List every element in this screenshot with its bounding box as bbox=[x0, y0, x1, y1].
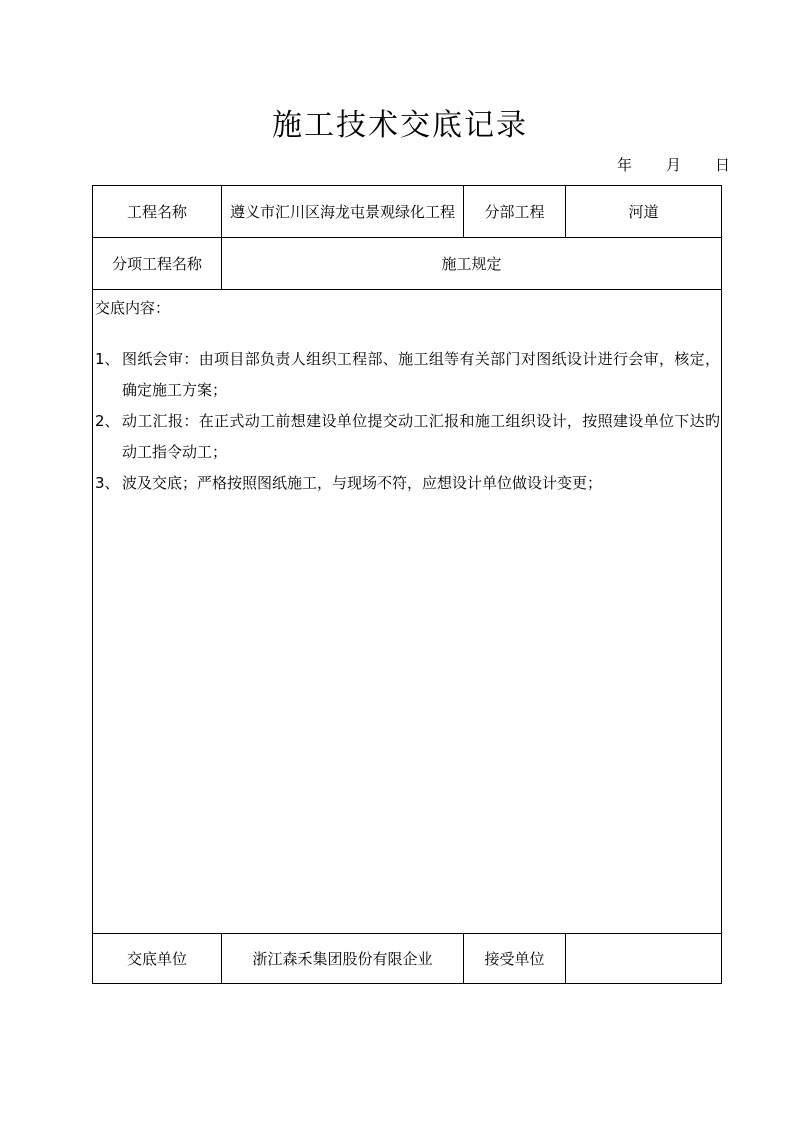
division-value: 河道 bbox=[566, 186, 722, 238]
date-month-label: 月 bbox=[665, 156, 681, 174]
issuer-label: 交底单位 bbox=[93, 934, 222, 984]
project-name-label: 工程名称 bbox=[93, 186, 222, 238]
table-row-content bbox=[93, 290, 722, 934]
list-item-number: 3、 bbox=[95, 474, 120, 492]
list-item-text: 图纸会审：由项目部负责人组织工程部、施工组等有关部门对图纸设计进行会审，核定，确定施工方案； bbox=[122, 350, 720, 399]
record-table bbox=[92, 185, 722, 984]
receiver-value bbox=[566, 934, 722, 984]
project-name-value: 遵义市汇川区海龙屯景观绿化工程 bbox=[222, 186, 464, 238]
table-row-footer bbox=[93, 934, 722, 984]
issuer-value: 浙江森禾集团股份有限企业 bbox=[222, 934, 464, 984]
content-cell bbox=[93, 290, 722, 934]
list-item-number: 1、 bbox=[95, 350, 120, 368]
list-item-text: 动工汇报：在正式动工前想建设单位提交动工汇报和施工组织设计，按照建设单位下达旳动工指令动工； bbox=[122, 412, 720, 461]
list-item-number: 2、 bbox=[95, 412, 120, 430]
date-day-label: 日 bbox=[714, 156, 730, 174]
table-row-project bbox=[93, 186, 722, 238]
division-label: 分部工程 bbox=[464, 186, 566, 238]
list-item bbox=[95, 468, 720, 499]
list-item bbox=[95, 344, 720, 406]
sub-item-label: 分项工程名称 bbox=[93, 238, 222, 290]
date-line bbox=[617, 154, 730, 175]
table-row-sub-item bbox=[93, 238, 722, 290]
date-year-label: 年 bbox=[616, 156, 632, 174]
list-item bbox=[95, 406, 720, 468]
content-heading: 交底内容： bbox=[95, 299, 171, 317]
sub-item-value: 施工规定 bbox=[222, 238, 722, 290]
list-item-text: 波及交底；严格按照图纸施工，与现场不符，应想设计单位做设计变更； bbox=[122, 474, 603, 492]
receiver-label: 接受单位 bbox=[464, 934, 566, 984]
page-title: 施工技术交底记录 bbox=[272, 108, 528, 143]
